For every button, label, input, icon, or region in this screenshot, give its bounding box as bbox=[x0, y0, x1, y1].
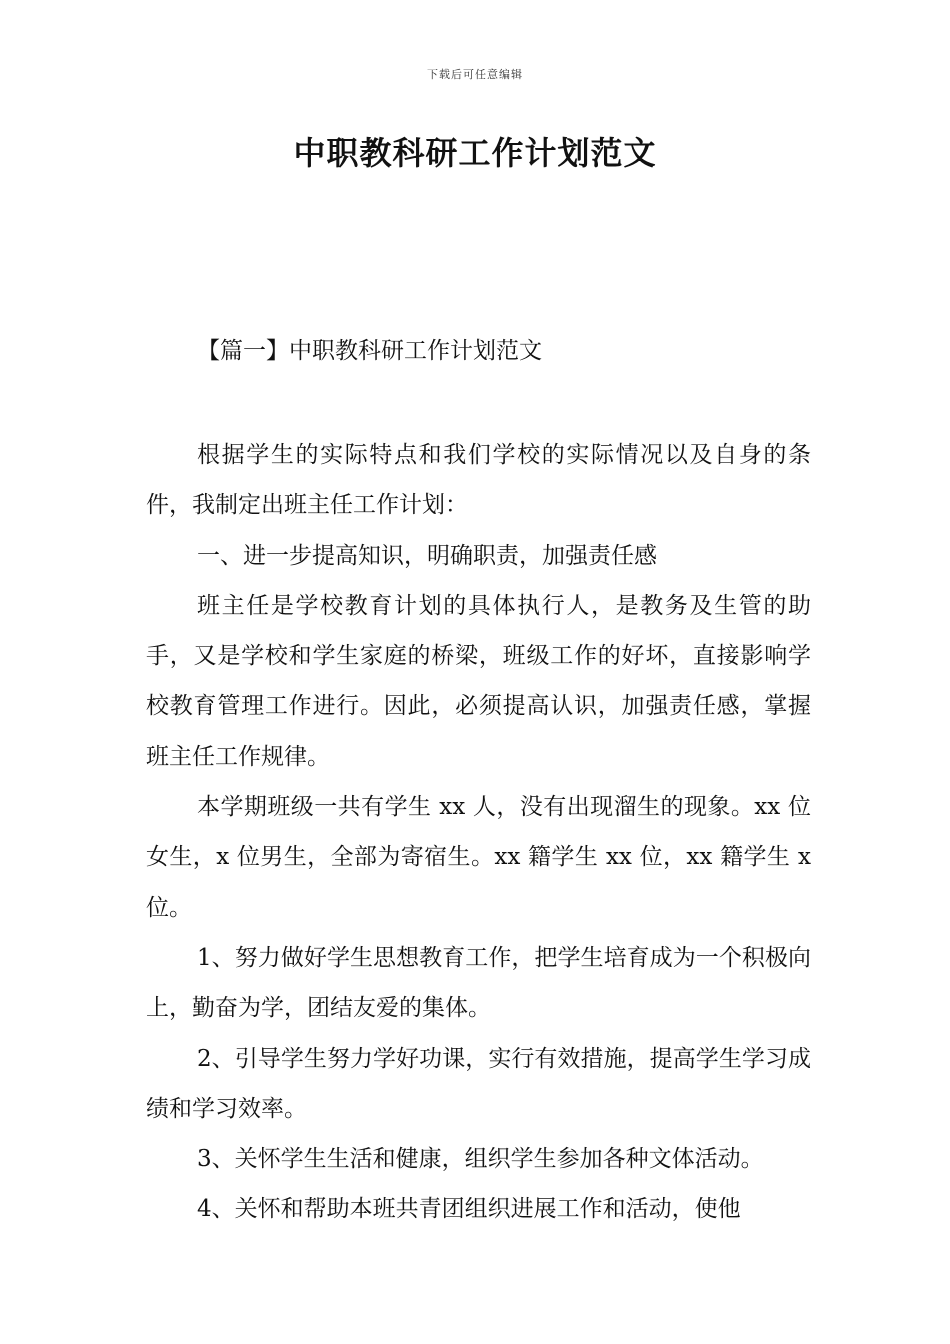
document-title: 中职教科研工作计划范文 bbox=[293, 134, 657, 172]
paragraph: 一、进一步提高知识，明确职责，加强责任感 bbox=[197, 542, 657, 569]
header-note: 下载后可任意编辑 bbox=[427, 68, 523, 81]
paragraph: 2、引导学生努力学好功课，实行有效措施，提高学生学习成绩和学习效率。 bbox=[146, 1045, 811, 1122]
paragraph: 3、关怀学生生活和健康，组织学生参加各种文体活动。 bbox=[197, 1146, 764, 1173]
paragraph: 本学期班级一共有学生 xx 人，没有出现溜生的现象。xx 位女生，x 位男生，全部为寄宿生。xx 籍学生 xx 位，xx 籍学生 x 位。 bbox=[146, 794, 811, 921]
section-heading: 【篇一】中职教科研工作计划范文 bbox=[197, 338, 542, 364]
paragraph: 根据学生的实际特点和我们学校的实际情况以及自身的条件，我制定出班主任工作计划： bbox=[146, 442, 811, 519]
body-text bbox=[146, 430, 811, 1235]
paragraph: 4、关怀和帮助本班共青团组织进展工作和活动，使他 bbox=[197, 1196, 741, 1223]
paragraph: 1、努力做好学生思想教育工作，把学生培育成为一个积极向上，勤奋为学，团结友爱的集体。 bbox=[146, 944, 811, 1022]
paragraph: 班主任是学校教育计划的具体执行人，是教务及生管的助手，又是学校和学生家庭的桥梁，班级工作的好坏，直接影响学校教育管理工作进行。因此，必须提高认识，加强责任感，掌握班主任工作规律。 bbox=[146, 592, 811, 770]
